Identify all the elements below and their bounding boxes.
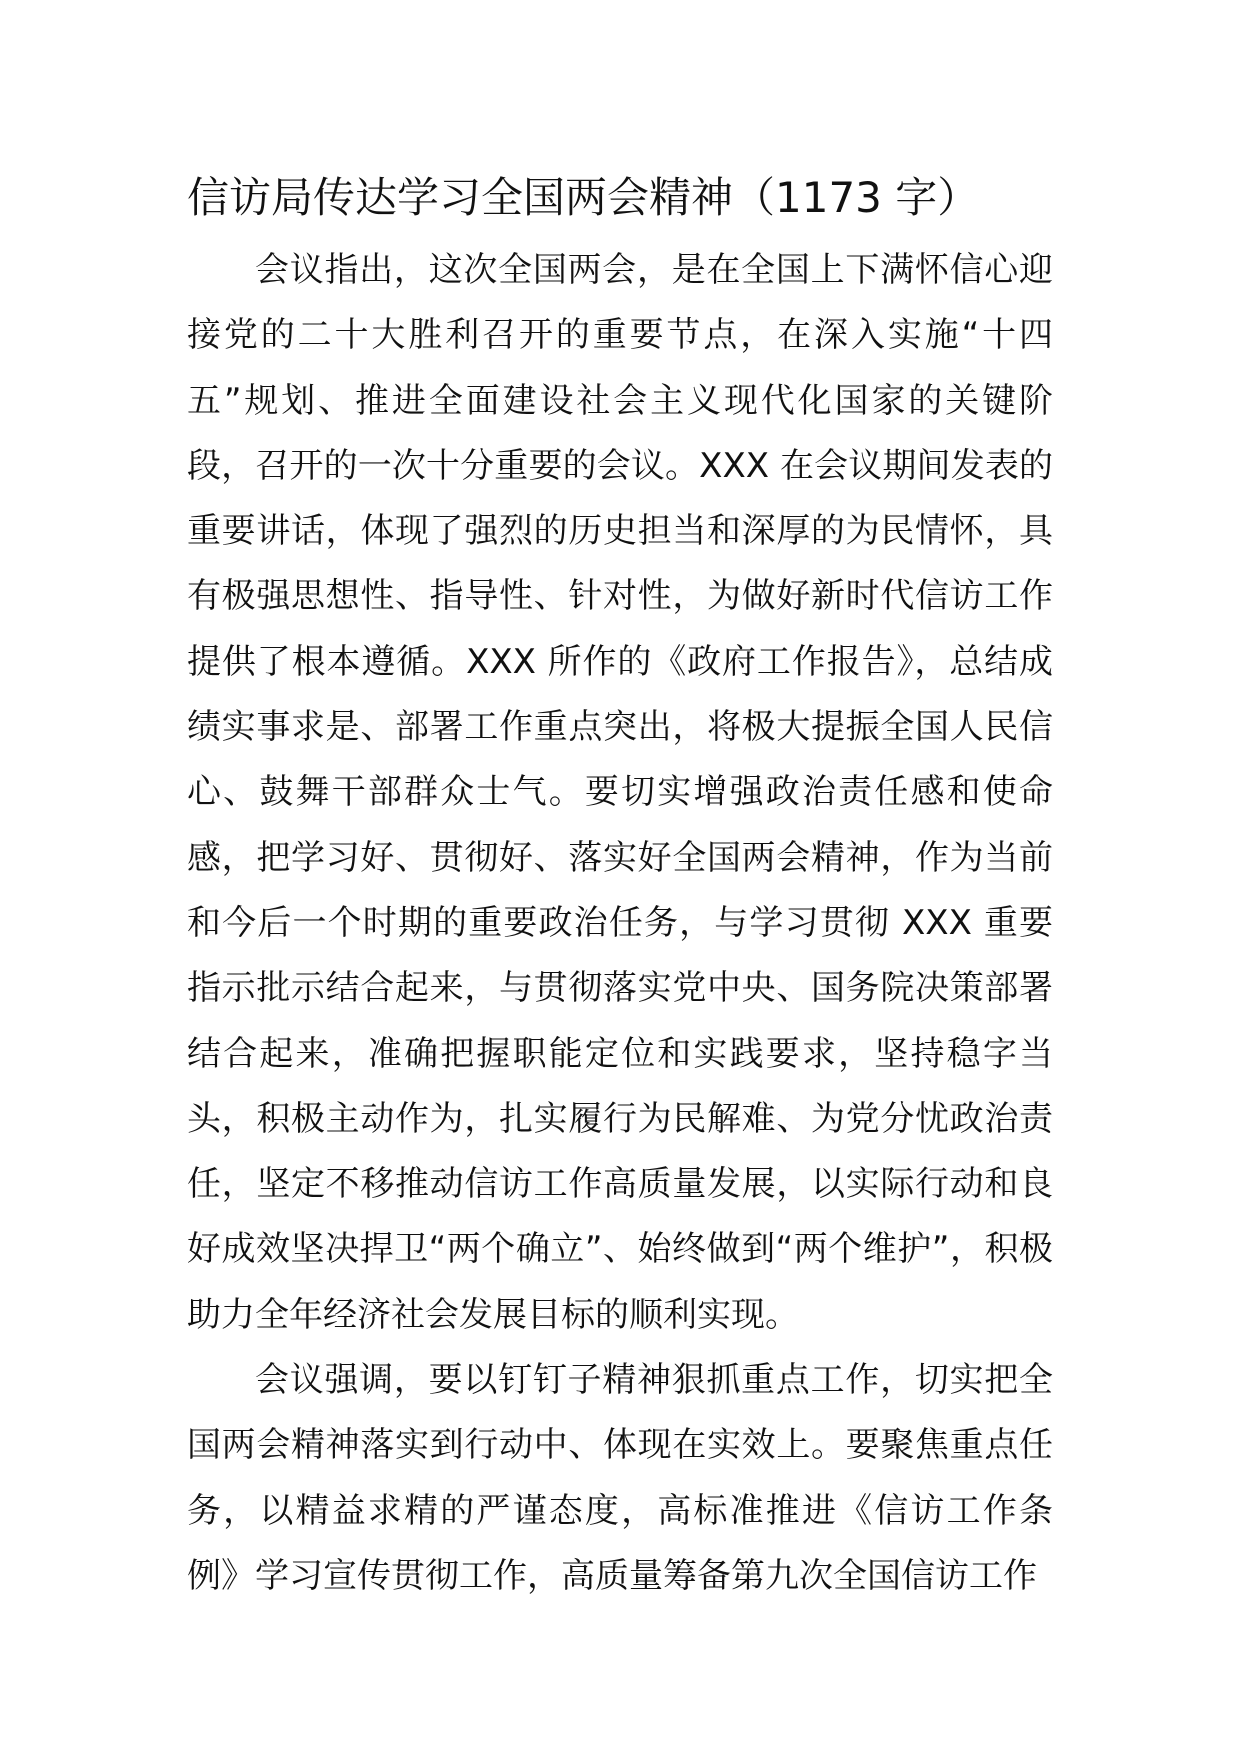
paragraph-meeting-emphasis: 会议强调，要以钉钉子精神狠抓重点工作，切实把全国两会精神落实到行动中、体现在实效上。要聚焦重点任务，以精益求精的严谨态度，高标准推进《信访工作条例》学习宣传贯彻工作，高质量筹备第九次全国信访工作 — [187, 1360, 1053, 1596]
document-body — [187, 238, 1053, 1609]
paragraph-meeting-points: 会议指出，这次全国两会，是在全国上下满怀信心迎接党的二十大胜利召开的重要节点，在深入实施“十四五”规划、推进全面建设社会主义现代化国家的关键阶段，召开的一次十分重要的会议。XXX 在会议期间发表的重要讲话，体现了强烈的历史担当和深厚的为民情怀，具有极强思想性、指导性、针对性，为做好新时代信访工作提供了根本遵循。XXX 所作的《政府工作报告》，总结成绩实事求是、部署工作重点突出，将极大提振全国人民信心、鼓舞干部群众士气。要切实增强政治责任感和使命感，把学习好、贯彻好、落实好全国两会精神，作为当前和今后一个时期的重要政治任务，与学习贯彻 XXX 重要指示批示结合起来，与贯彻落实党中央、国务院决策部署结合起来，准确把握职能定位和实践要求，坚持稳字当头，积极主动作为，扎实履行为民解难、为党分忧政治责任，坚定不移推动信访工作高质量发展，以实际行动和良好成效坚决捍卫“两个确立”、始终做到“两个维护”，积极助力全年经济社会发展目标的顺利实现。 — [187, 250, 1053, 1335]
document-title: 信访局传达学习全国两会精神（1173 字） — [187, 173, 980, 222]
